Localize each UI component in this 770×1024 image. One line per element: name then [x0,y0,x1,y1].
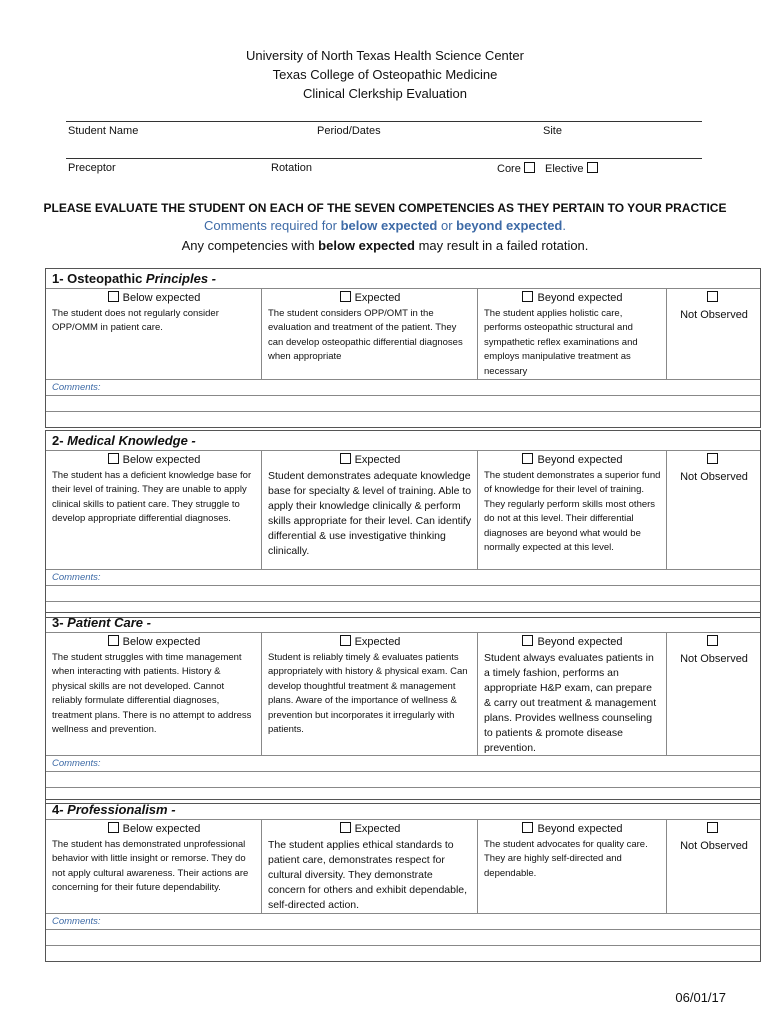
warning-pre: Any competencies with [181,238,319,253]
core-option[interactable] [497,162,539,175]
section-number: 3- [52,615,68,630]
beyond-expected-checkbox[interactable] [522,635,533,646]
warning-bold: below expected [318,238,415,253]
comments-field[interactable]: Comments: [46,914,760,930]
preceptor-label: Preceptor [68,162,116,174]
expected-label: Expected [354,454,401,466]
comments-field[interactable]: Comments: [46,756,760,772]
period-dates-label: Period/Dates [317,125,381,137]
comments-line[interactable] [46,772,760,788]
below-expected-description: The student does not regularly consider OPP/OMM in patient care. [52,307,219,333]
comments-line[interactable] [46,946,760,961]
beyond-expected-label: Beyond expected [537,636,623,648]
not-observed-label: Not Observed [680,470,748,483]
below-expected-checkbox[interactable] [108,635,119,646]
beyond-expected-label: Beyond expected [537,292,623,304]
core-checkbox[interactable] [524,162,535,173]
header-line-3: Clinical Clerkship Evaluation [302,86,468,101]
section-title [46,613,760,633]
below-expected-description: The student has a deficient knowledge base for their level of training. They are unable to apply clinical skills to patient care. They struggle to develop appropriate differential diagnoses. [52,469,252,524]
header-line-1: University of North Texas Health Science Center [246,48,524,63]
expected-checkbox[interactable] [340,822,351,833]
beyond-expected-description: The student advocates for quality care. They are highly self-directed and dependable. [484,838,648,879]
instructions-main: PLEASE EVALUATE THE STUDENT ON EACH OF THE SEVEN COMPETENCIES AS THEY PERTAIN TO YOUR PRACTICE [43,201,727,215]
below-expected-label: Below expected [122,292,201,304]
rating-expected[interactable] [262,451,478,569]
beyond-expected-description: The student applies holistic care, performs osteopathic structural and sympathetic reflex examinations and employs manipulative treatment as necessary [484,307,638,377]
warning-post: may result in a failed rotation. [414,238,589,253]
beyond-expected-description: Student always evaluates patients in a timely fashion, performs an appropriate H&P exam, can prepare & carry out treatment & management plans. Provides wellness counseling to patients & promote disease prevention. [484,651,657,754]
rating-not-observed[interactable] [667,820,760,913]
not-observed-label: Not Observed [680,652,748,665]
rating-expected[interactable] [262,289,478,379]
beyond-expected-checkbox[interactable] [522,291,533,302]
below-expected-label: Below expected [122,636,201,648]
comments-line[interactable] [46,396,760,412]
expected-checkbox[interactable] [340,635,351,646]
student-info-line[interactable] [66,121,702,122]
beyond-expected-label: Beyond expected [537,454,623,466]
beyond-expected-description: The student demonstrates a superior fund of knowledge for their level of training. They regularly perform skills most others do not at this level. Their differential diagnoses are beyond what would be normally expected at this level. [484,469,661,553]
section-title [46,800,760,820]
expected-label: Expected [354,292,401,304]
beyond-expected-label: Beyond expected [537,823,623,835]
rating-expected[interactable] [262,633,478,755]
instructions-warning [0,238,770,253]
competency-section-3 [45,612,761,804]
below-expected-checkbox[interactable] [108,291,119,302]
section-number: 4- [52,802,68,817]
section-title [46,431,760,451]
revision-date: 06/01/17 [675,990,726,1005]
header-line-2: Texas College of Osteopathic Medicine [272,67,498,82]
elective-checkbox[interactable] [587,162,598,173]
comments-field[interactable]: Comments: [46,380,760,396]
not-observed-checkbox[interactable] [707,822,718,833]
below-expected-emphasis: below expected [340,218,438,233]
expected-label: Expected [354,823,401,835]
below-expected-label: Below expected [122,823,201,835]
expected-checkbox[interactable] [340,291,351,302]
beyond-expected-checkbox[interactable] [522,453,533,464]
or-text: or [437,218,457,233]
rating-beyond-expected[interactable] [478,289,667,379]
rotation-label: Rotation [271,162,312,174]
preceptor-info-line[interactable] [66,158,702,159]
rating-below-expected[interactable] [46,451,262,569]
rating-not-observed[interactable] [667,289,760,379]
section-title [46,269,760,289]
instructions-comments [0,218,770,233]
beyond-expected-emphasis: beyond expected [456,218,563,233]
section-name: Patient Care - [67,615,151,630]
competency-section-4 [45,799,761,962]
core-label: Core [497,163,521,175]
below-expected-checkbox[interactable] [108,453,119,464]
rating-not-observed[interactable] [667,633,760,755]
rating-beyond-expected[interactable] [478,451,667,569]
section-name: Professionalism - [67,802,176,817]
expected-description: Student demonstrates adequate knowledge base for specialty & level of training. Able to apply their knowledge clinically & perform skills appropriate for their level. Can identify differential & use investigative thinking clinically. [268,469,472,557]
section-number: 2- [52,433,68,448]
rating-beyond-expected[interactable] [478,820,667,913]
comments-line[interactable] [46,930,760,946]
section-name: Medical Knowledge - [67,433,196,448]
comments-line[interactable] [46,412,760,427]
below-expected-label: Below expected [122,454,201,466]
section-name: Principles - [145,271,216,286]
competency-section-2 [45,430,761,618]
rating-below-expected[interactable] [46,633,262,755]
not-observed-label: Not Observed [680,308,748,321]
below-expected-checkbox[interactable] [108,822,119,833]
expected-description: The student applies ethical standards to patient care, demonstrates respect for cultural diversity. They demonstrate concern for others and exhibit dependable, self-directed action. [268,838,468,911]
period-text: . [562,218,566,233]
rating-below-expected[interactable] [46,289,262,379]
not-observed-checkbox[interactable] [707,635,718,646]
student-name-label: Student Name [68,125,139,137]
comments-line[interactable] [46,586,760,602]
expected-label: Expected [354,636,401,648]
section-number: 1- Osteopathic [52,271,146,286]
site-label: Site [543,125,562,137]
comments-field[interactable]: Comments: [46,570,760,586]
beyond-expected-checkbox[interactable] [522,822,533,833]
below-expected-description: The student has demonstrated unprofessional behavior with little insight or remorse. They do not apply cultural awareness. Their actions are concerning for their future dependability. [52,838,249,893]
rating-below-expected[interactable] [46,820,262,913]
competency-section-1 [45,268,761,428]
not-observed-checkbox[interactable] [707,291,718,302]
below-expected-description: The student struggles with time management when interacting with patients. History & physical skills are not developed. Cannot reliably formulate differential diagnoses, treatment plans. There is no attempt to address wellness and prevention. [52,651,252,735]
expected-checkbox[interactable] [340,453,351,464]
rating-beyond-expected[interactable] [478,633,667,755]
rating-expected[interactable] [262,820,478,913]
expected-description: Student is reliably timely & evaluates patients appropriately with history & physical exam. Can develop thoughtful treatment & management plans. Aware of the importance of wellness & prevention but incorporates it irregularly with patients. [268,651,468,735]
rating-not-observed[interactable] [667,451,760,569]
elective-option[interactable] [545,162,602,175]
not-observed-label: Not Observed [680,839,748,852]
not-observed-checkbox[interactable] [707,453,718,464]
comments-required-text: Comments required for [204,218,341,233]
elective-label: Elective [545,163,584,175]
expected-description: The student considers OPP/OMT in the evaluation and treatment of the patient. They can develop osteopathic differential diagnoses when appropriate [268,307,463,362]
